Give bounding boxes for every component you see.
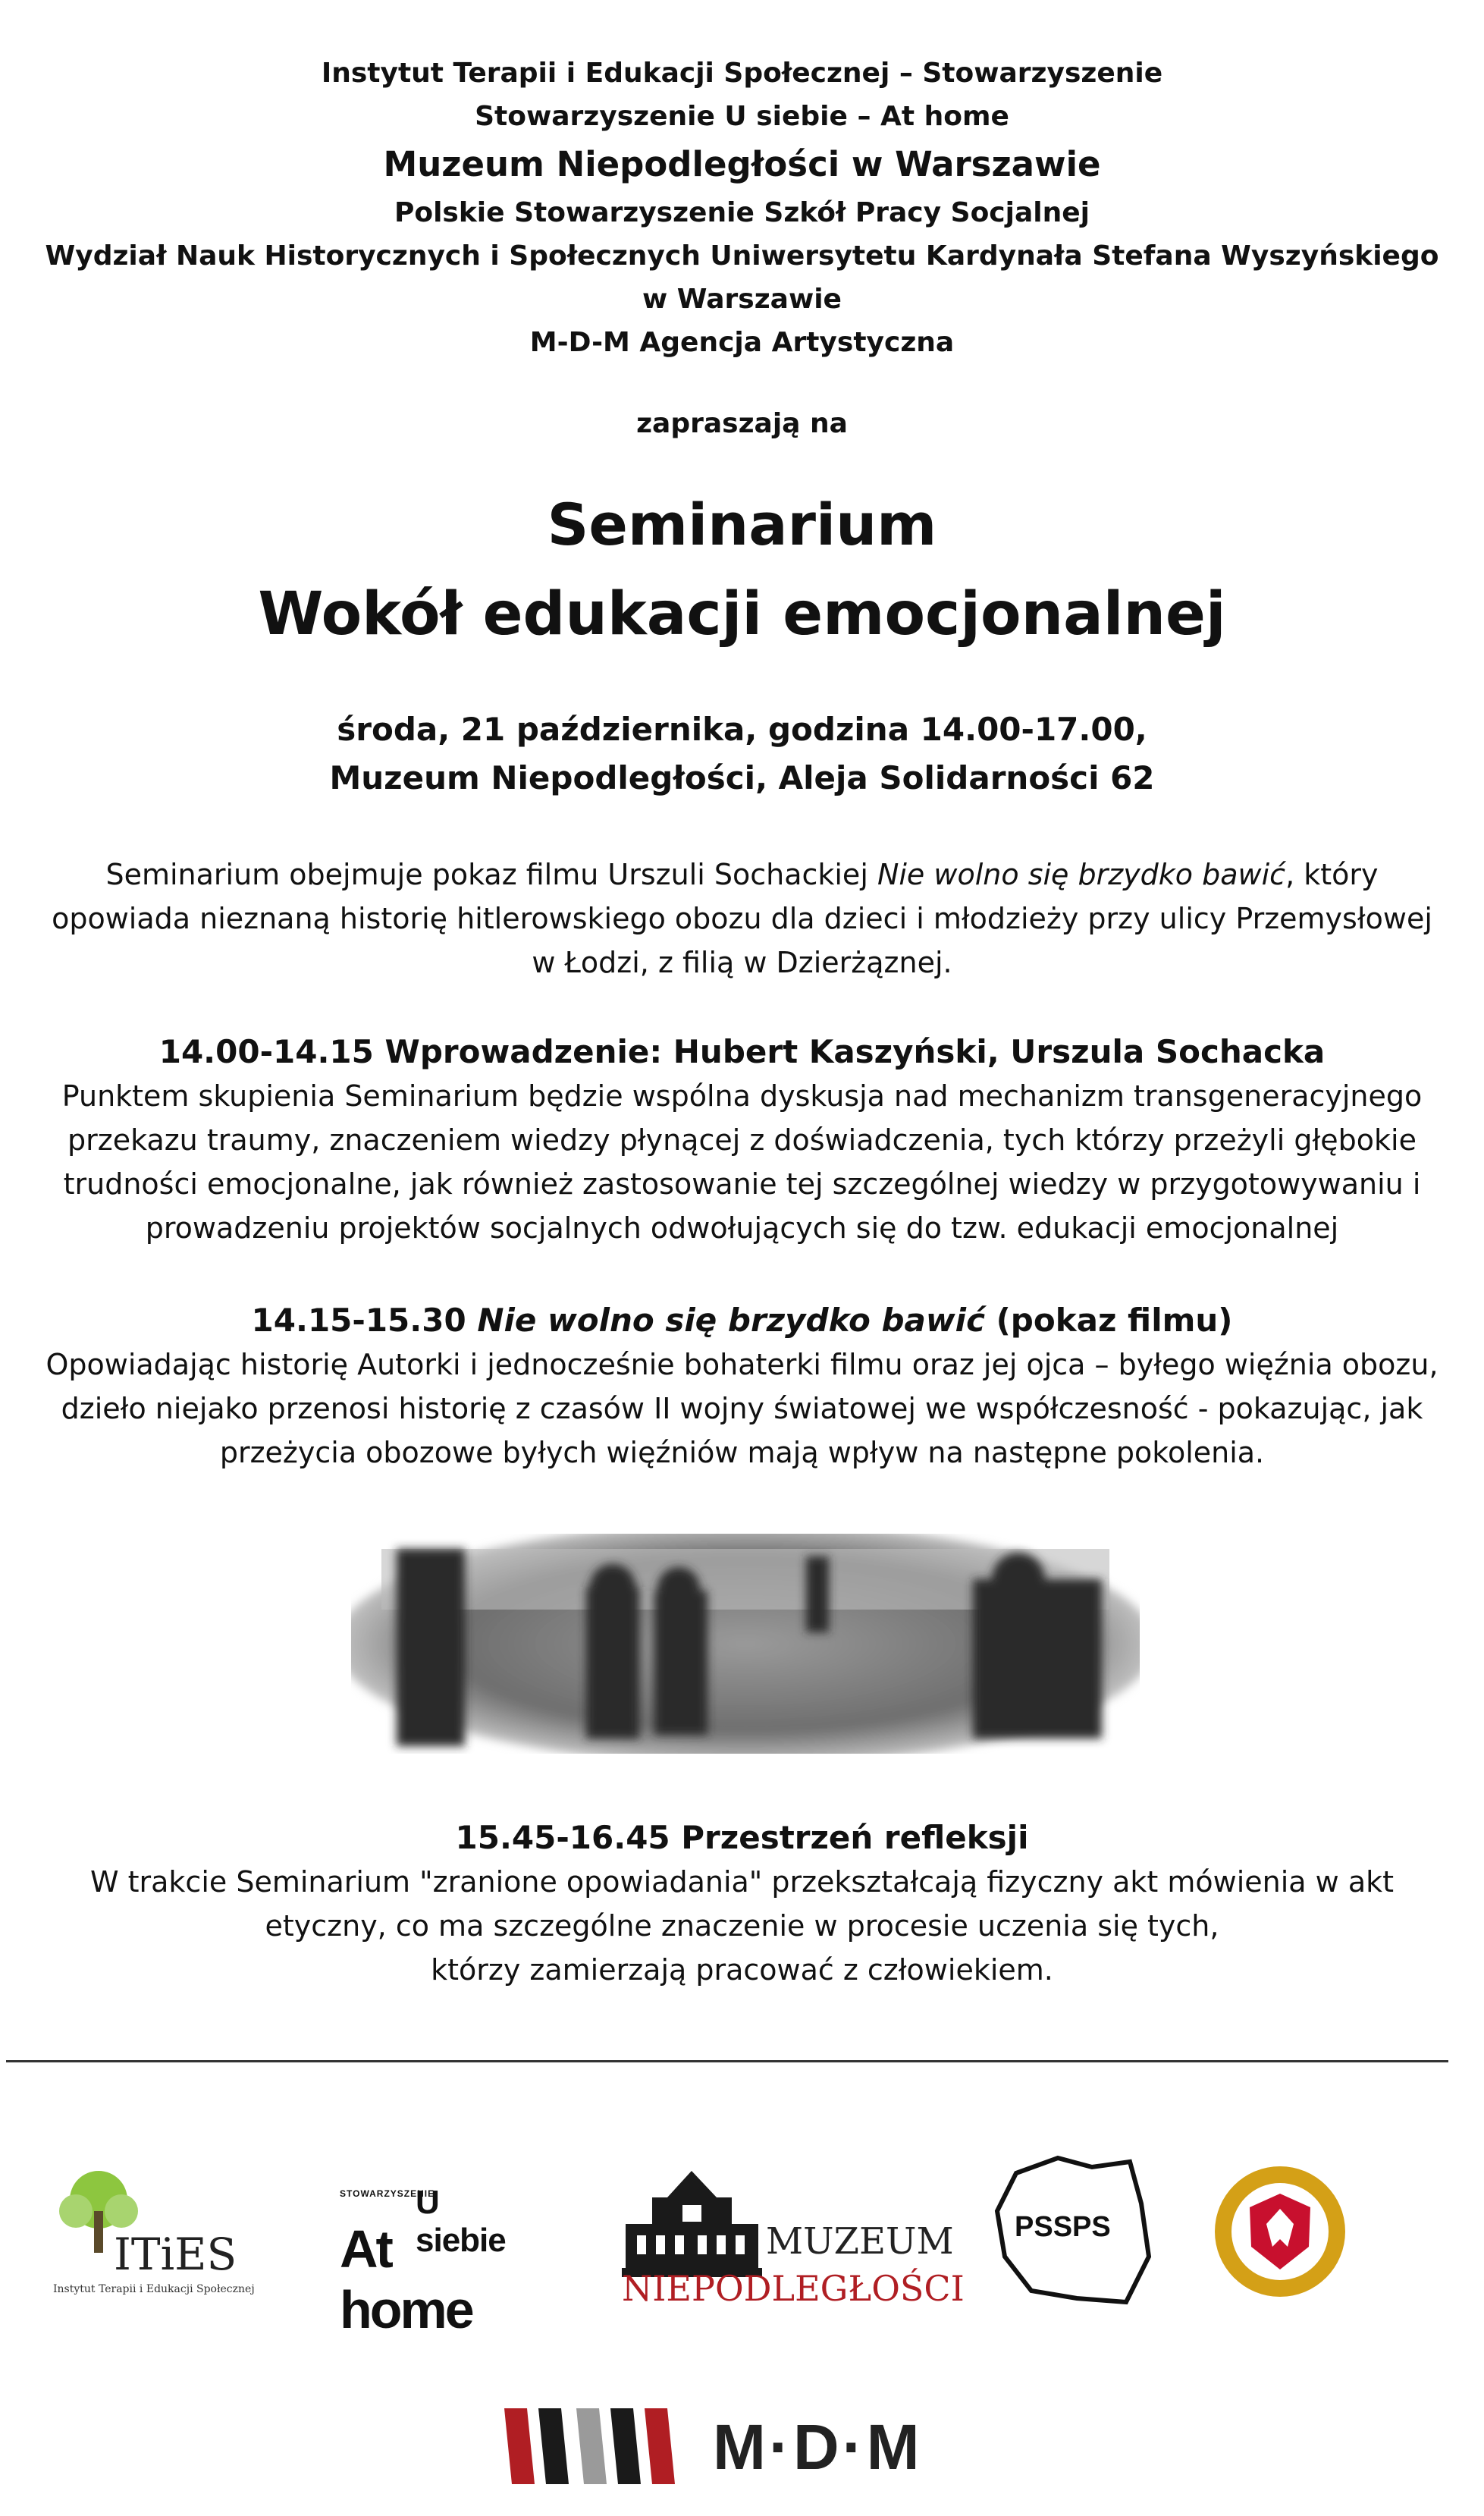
stripes-icon (504, 2404, 679, 2488)
section-3-line-3: którzy zamierzają pracować z człowiekiem. (431, 1953, 1053, 1987)
film-still-photo (351, 1534, 1140, 1754)
intro-line-3: w Łodzi, z filią w Dzierżąznej. (532, 946, 952, 979)
invite-text: zapraszają na (636, 408, 848, 439)
intro-text-end: , który (1285, 858, 1379, 891)
seal-icon (1212, 2163, 1348, 2300)
section-2-line-1: Opowiadając historię Autorki i jednocześnie bohaterki filmu oraz jej ojca – byłego więźnia obozu, (45, 1348, 1439, 1381)
niepodleglosci-word: NIEPODLEGŁOŚCI (622, 2268, 965, 2309)
section-1-line-4: prowadzeniu projektów socjalnych odwołujących się do tzw. edukacji emocjonalnej (145, 1211, 1339, 1245)
section-2-heading (0, 1299, 1484, 1343)
event-info (0, 705, 1484, 803)
section-3-heading: 15.45-16.45 Przestrzeń refleksji (455, 1819, 1029, 1856)
section-3-line-1: W trakcie Seminarium "zranione opowiadania" przekształcają fizyczny akt mówienia w akt (89, 1865, 1395, 1899)
muzeum-word: MUZEUM (766, 2220, 954, 2263)
section-reflection (0, 1816, 1484, 1992)
organizer-3: Muzeum Niepodległości w Warszawie (383, 144, 1101, 184)
organizer-7: M-D-M Agencja Artystyczna (529, 327, 955, 358)
organizer-4: Polskie Stowarzyszenie Szkół Pracy Socjalnej (394, 197, 1090, 228)
title (0, 487, 1484, 652)
intro-film-title: Nie wolno się brzydko bawić (877, 858, 1286, 891)
muzeum-logo (622, 2171, 965, 2309)
section-2-suffix: (pokaz filmu) (984, 1302, 1233, 1339)
intro-line-1 (0, 853, 1484, 897)
section-1-line-3: trudności emocjonalne, jak również zastosowanie tej szczególnej wiedzy w przygotowywaniu i (63, 1167, 1421, 1201)
mdm-text-logo: M·D·M (713, 2411, 923, 2483)
section-film (0, 1299, 1484, 1475)
section-1-line-1: Punktem skupienia Seminarium będzie wspólna dyskusja nad mechanizm transgeneracyjnego (61, 1079, 1423, 1113)
section-3-line-2: etyczny, co ma szczególne znaczenie w procesie uczenia się tych, (265, 1909, 1219, 1943)
mdm-stripes-logo (504, 2404, 679, 2488)
event-date: środa, 21 października, godzina 14.00-17.00, (337, 711, 1147, 748)
usiebie-logo (340, 2184, 514, 2339)
athome-text: At home (340, 2219, 472, 2339)
title-line-1: Seminarium (547, 491, 937, 558)
intro-text: Seminarium obejmuje pokaz filmu Urszuli Sochackiej (105, 858, 877, 891)
pssps-text: PSSPS (1015, 2211, 1111, 2243)
section-2-line-3: przeżycia obozowe byłych więźniów mają wpływ na następne pokolenia. (219, 1436, 1265, 1469)
ities-name: ITiES (114, 2229, 237, 2280)
event-place: Muzeum Niepodległości, Aleja Solidarności 62 (329, 759, 1155, 796)
organizer-6: w Warszawie (642, 284, 842, 315)
section-2-film-title: Nie wolno się brzydko bawić (477, 1302, 985, 1339)
section-2-time: 14.15-15.30 (251, 1302, 478, 1339)
divider-line (6, 2060, 1448, 2062)
intro-paragraph (0, 853, 1484, 985)
ities-subtitle: Instytut Terapii i Edukacji Społecznej (53, 2283, 255, 2295)
pssps-logo (986, 2150, 1153, 2310)
usiebie-small: STOWARZYSZENIE (340, 2188, 435, 2199)
section-1-heading: 14.00-14.15 Wprowadzenie: Hubert Kaszyński, Urszula Sochacka (158, 1033, 1326, 1070)
section-introduction (0, 1030, 1484, 1250)
section-1-line-2: przekazu traumy, znaczeniem wiedzy płynącej z doświadczenia, tych którzy przeżyli głębokie (67, 1123, 1417, 1157)
title-line-2: Wokół edukacji emocjonalnej (258, 580, 1226, 649)
organizer-2: Stowarzyszenie U siebie – At home (475, 101, 1009, 132)
organizers (0, 52, 1484, 364)
usiebie-text: U siebie (416, 2184, 506, 2259)
organizer-1: Instytut Terapii i Edukacji Społecznej – Stowarzyszenie (321, 58, 1163, 89)
ities-logo (45, 2169, 255, 2306)
intro-line-2: opowiada nieznaną historię hitlerowskiego obozu dla dzieci i młodzieży przy ulicy Przemysłowej (52, 902, 1432, 935)
section-2-line-2: dzieło niejako przenosi historię z czasów II wojny światowej we współczesność - pokazując, jak (61, 1392, 1423, 1425)
university-seal-logo (1212, 2163, 1348, 2300)
organizer-5: Wydział Nauk Historycznych i Społecznych Uniwersytetu Kardynała Stefana Wyszyńskiego (45, 240, 1439, 272)
